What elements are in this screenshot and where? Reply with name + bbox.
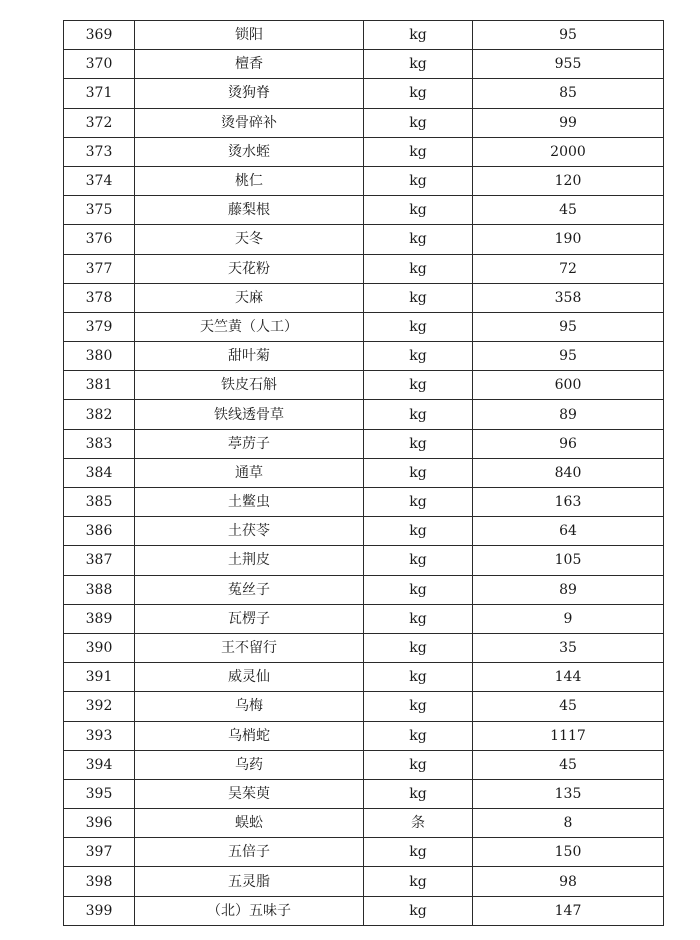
unit-cell: kg [364, 633, 473, 662]
quantity-cell: 9 [473, 604, 664, 633]
medicine-name-cell: 土鳖虫 [135, 488, 364, 517]
quantity-cell: 72 [473, 254, 664, 283]
quantity-cell: 840 [473, 458, 664, 487]
unit-cell: kg [364, 400, 473, 429]
row-number-cell: 396 [64, 809, 135, 838]
unit-cell: kg [364, 283, 473, 312]
table-row [64, 838, 664, 867]
table-row [64, 21, 664, 50]
medicine-name-cell: 藤梨根 [135, 196, 364, 225]
medicine-name-cell: 土荆皮 [135, 546, 364, 575]
unit-cell: kg [364, 79, 473, 108]
table-row [64, 663, 664, 692]
row-number-cell: 369 [64, 21, 135, 50]
table-row [64, 283, 664, 312]
table-row [64, 312, 664, 341]
unit-cell: kg [364, 692, 473, 721]
row-number-cell: 371 [64, 79, 135, 108]
table-row [64, 546, 664, 575]
medicine-name-cell: 葶苈子 [135, 429, 364, 458]
row-number-cell: 372 [64, 108, 135, 137]
row-number-cell: 383 [64, 429, 135, 458]
medicine-name-cell: 土茯苓 [135, 517, 364, 546]
quantity-cell: 600 [473, 371, 664, 400]
unit-cell: kg [364, 488, 473, 517]
table-row [64, 458, 664, 487]
quantity-cell: 2000 [473, 137, 664, 166]
table-row [64, 254, 664, 283]
row-number-cell: 390 [64, 633, 135, 662]
medicine-name-cell: 威灵仙 [135, 663, 364, 692]
medicine-name-cell: 王不留行 [135, 633, 364, 662]
table-row [64, 137, 664, 166]
medicine-name-cell: 乌梢蛇 [135, 721, 364, 750]
row-number-cell: 395 [64, 779, 135, 808]
medicine-name-cell: 吴茱萸 [135, 779, 364, 808]
medicine-name-cell: 蜈蚣 [135, 809, 364, 838]
medicine-name-cell: 锁阳 [135, 21, 364, 50]
unit-cell: kg [364, 196, 473, 225]
table-row [64, 342, 664, 371]
table-row [64, 108, 664, 137]
table-row [64, 575, 664, 604]
unit-cell: kg [364, 546, 473, 575]
medicine-name-cell: 天花粉 [135, 254, 364, 283]
quantity-cell: 98 [473, 867, 664, 896]
medicine-name-cell: 五倍子 [135, 838, 364, 867]
quantity-cell: 135 [473, 779, 664, 808]
row-number-cell: 399 [64, 896, 135, 925]
quantity-cell: 144 [473, 663, 664, 692]
unit-cell: kg [364, 254, 473, 283]
unit-cell: 条 [364, 809, 473, 838]
unit-cell: kg [364, 225, 473, 254]
medicine-name-cell: 铁皮石斛 [135, 371, 364, 400]
unit-cell: kg [364, 750, 473, 779]
table-row [64, 79, 664, 108]
table-row [64, 225, 664, 254]
row-number-cell: 370 [64, 50, 135, 79]
unit-cell: kg [364, 896, 473, 925]
row-number-cell: 380 [64, 342, 135, 371]
medicine-name-cell: 通草 [135, 458, 364, 487]
table-row [64, 779, 664, 808]
unit-cell: kg [364, 779, 473, 808]
row-number-cell: 379 [64, 312, 135, 341]
quantity-cell: 8 [473, 809, 664, 838]
table-row [64, 750, 664, 779]
row-number-cell: 387 [64, 546, 135, 575]
table-row [64, 400, 664, 429]
unit-cell: kg [364, 371, 473, 400]
medicine-name-cell: 天竺黄（人工） [135, 312, 364, 341]
medicine-name-cell: 桃仁 [135, 166, 364, 195]
table-row [64, 371, 664, 400]
row-number-cell: 397 [64, 838, 135, 867]
medicine-table-body [64, 21, 664, 926]
unit-cell: kg [364, 429, 473, 458]
quantity-cell: 89 [473, 400, 664, 429]
quantity-cell: 96 [473, 429, 664, 458]
row-number-cell: 384 [64, 458, 135, 487]
quantity-cell: 1117 [473, 721, 664, 750]
row-number-cell: 375 [64, 196, 135, 225]
medicine-name-cell: 烫骨碎补 [135, 108, 364, 137]
quantity-cell: 85 [473, 79, 664, 108]
quantity-cell: 95 [473, 21, 664, 50]
row-number-cell: 382 [64, 400, 135, 429]
quantity-cell: 99 [473, 108, 664, 137]
medicine-table [63, 20, 664, 926]
medicine-name-cell: 菟丝子 [135, 575, 364, 604]
row-number-cell: 385 [64, 488, 135, 517]
medicine-name-cell: 烫狗脊 [135, 79, 364, 108]
row-number-cell: 388 [64, 575, 135, 604]
unit-cell: kg [364, 517, 473, 546]
unit-cell: kg [364, 108, 473, 137]
medicine-name-cell: 甜叶菊 [135, 342, 364, 371]
table-row [64, 50, 664, 79]
unit-cell: kg [364, 721, 473, 750]
quantity-cell: 190 [473, 225, 664, 254]
row-number-cell: 373 [64, 137, 135, 166]
quantity-cell: 105 [473, 546, 664, 575]
unit-cell: kg [364, 342, 473, 371]
unit-cell: kg [364, 867, 473, 896]
row-number-cell: 393 [64, 721, 135, 750]
unit-cell: kg [364, 458, 473, 487]
unit-cell: kg [364, 50, 473, 79]
unit-cell: kg [364, 166, 473, 195]
medicine-name-cell: 檀香 [135, 50, 364, 79]
row-number-cell: 386 [64, 517, 135, 546]
row-number-cell: 377 [64, 254, 135, 283]
unit-cell: kg [364, 21, 473, 50]
quantity-cell: 45 [473, 196, 664, 225]
medicine-name-cell: 烫水蛭 [135, 137, 364, 166]
unit-cell: kg [364, 137, 473, 166]
row-number-cell: 394 [64, 750, 135, 779]
table-row [64, 517, 664, 546]
quantity-cell: 163 [473, 488, 664, 517]
medicine-name-cell: 铁线透骨草 [135, 400, 364, 429]
quantity-cell: 64 [473, 517, 664, 546]
table-row [64, 721, 664, 750]
medicine-name-cell: 乌梅 [135, 692, 364, 721]
table-row [64, 896, 664, 925]
quantity-cell: 45 [473, 692, 664, 721]
row-number-cell: 392 [64, 692, 135, 721]
quantity-cell: 95 [473, 342, 664, 371]
medicine-name-cell: 天麻 [135, 283, 364, 312]
medicine-name-cell: （北）五味子 [135, 896, 364, 925]
table-row [64, 196, 664, 225]
medicine-name-cell: 乌药 [135, 750, 364, 779]
medicine-name-cell: 天冬 [135, 225, 364, 254]
table-row [64, 166, 664, 195]
quantity-cell: 955 [473, 50, 664, 79]
table-row [64, 488, 664, 517]
quantity-cell: 120 [473, 166, 664, 195]
unit-cell: kg [364, 604, 473, 633]
quantity-cell: 35 [473, 633, 664, 662]
row-number-cell: 378 [64, 283, 135, 312]
row-number-cell: 376 [64, 225, 135, 254]
quantity-cell: 95 [473, 312, 664, 341]
table-row [64, 692, 664, 721]
unit-cell: kg [364, 312, 473, 341]
unit-cell: kg [364, 663, 473, 692]
table-row [64, 867, 664, 896]
table-row [64, 809, 664, 838]
unit-cell: kg [364, 838, 473, 867]
row-number-cell: 374 [64, 166, 135, 195]
row-number-cell: 389 [64, 604, 135, 633]
table-row [64, 604, 664, 633]
quantity-cell: 89 [473, 575, 664, 604]
table-row [64, 633, 664, 662]
medicine-name-cell: 五灵脂 [135, 867, 364, 896]
unit-cell: kg [364, 575, 473, 604]
table-row [64, 429, 664, 458]
quantity-cell: 150 [473, 838, 664, 867]
quantity-cell: 45 [473, 750, 664, 779]
quantity-cell: 358 [473, 283, 664, 312]
medicine-name-cell: 瓦楞子 [135, 604, 364, 633]
row-number-cell: 391 [64, 663, 135, 692]
row-number-cell: 381 [64, 371, 135, 400]
row-number-cell: 398 [64, 867, 135, 896]
quantity-cell: 147 [473, 896, 664, 925]
